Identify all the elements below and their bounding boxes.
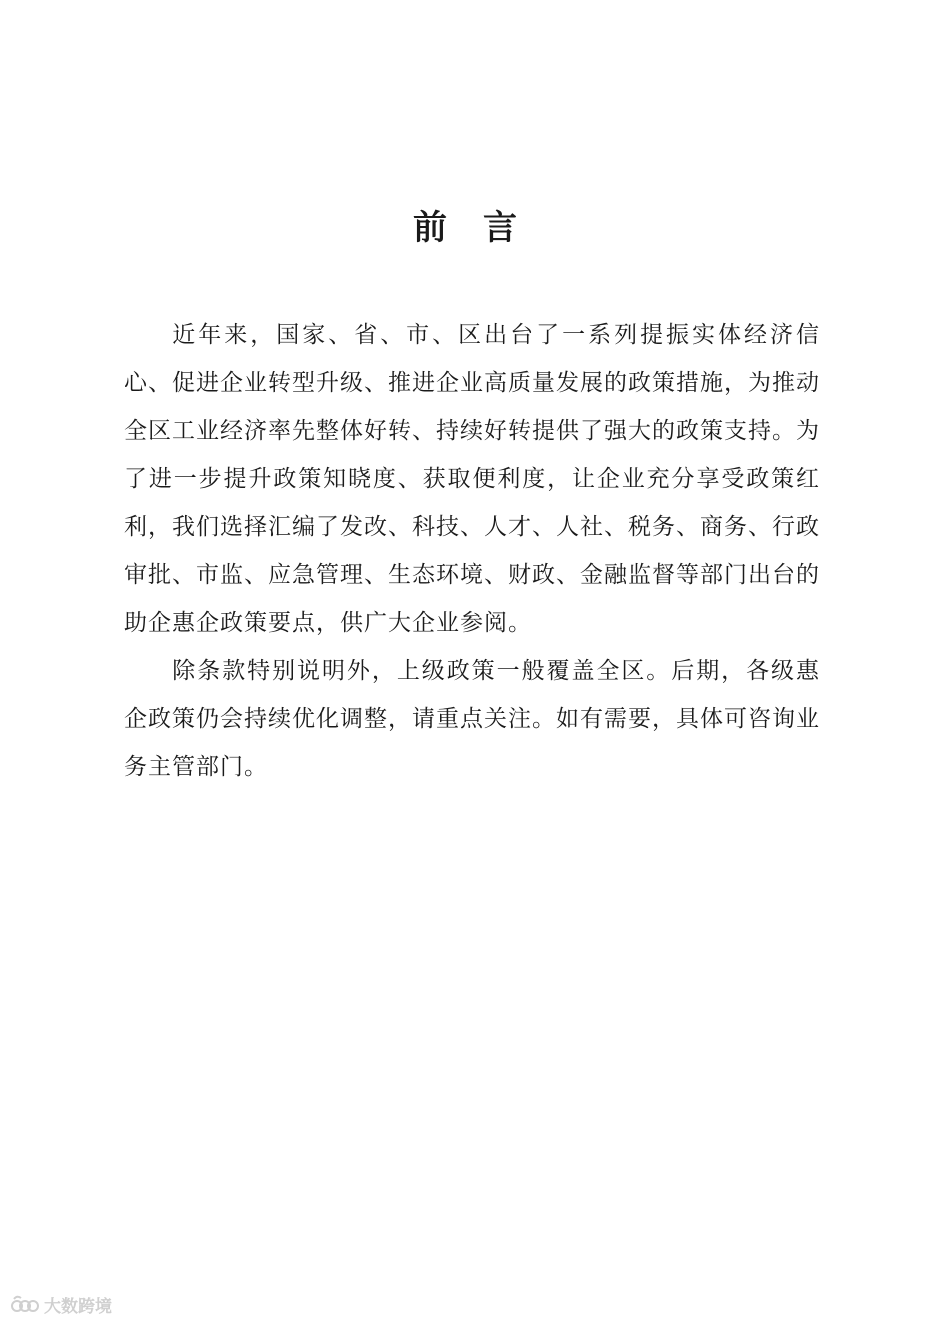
page-title: [0, 200, 932, 256]
brand-logo-icon: [10, 1294, 40, 1316]
paragraph-1: 近年来，国家、省、市、区出台了一系列提振实体经济信心、促进企业转型升级、推进企业高质量发展的政策措施，为推动全区工业经济率先整体好转、持续好转提供了强大的政策支持。为了进一步提升政策知晓度、获取便利度，让企业充分享受政策红利，我们选择汇编了发改、科技、人才、人社、税务、商务、行政审批、市监、应急管理、生态环境、财政、金融监督等部门出台的助企惠企政策要点，供广大企业参阅。: [124, 322, 820, 636]
title-char-2: 言: [483, 208, 519, 248]
preface-body: [124, 311, 820, 791]
watermark: [10, 1292, 112, 1317]
paragraph-2: 除条款特别说明外，上级政策一般覆盖全区。后期，各级惠企政策仍会持续优化调整，请重点关注。如有需要，具体可咨询业务主管部门。: [124, 658, 820, 780]
watermark-text: 大数跨境: [44, 1297, 112, 1317]
title-char-1: 前: [413, 208, 449, 248]
